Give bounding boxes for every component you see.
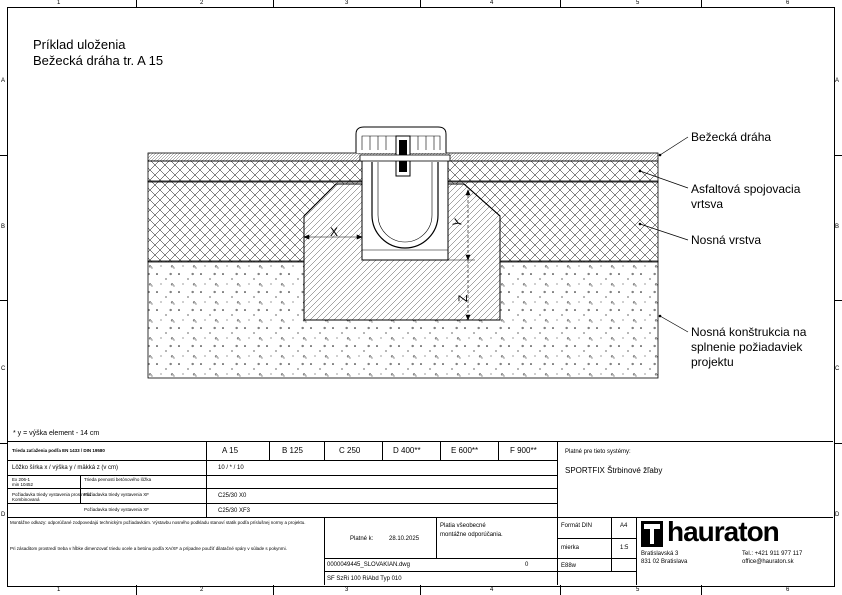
label-structure-3: projektu: [691, 355, 734, 369]
systems-label: Platné pre tieto systémy:: [565, 449, 631, 455]
grid-col-5: 5: [636, 0, 640, 6]
title-line-1: Príklad uloženia: [33, 37, 126, 52]
company-phone: Tel.: +421 911 977 117: [742, 551, 803, 557]
grid-col-1: 1: [57, 0, 61, 6]
grid-row-d-right: D: [835, 512, 840, 518]
grid-row-c-right: C: [835, 366, 840, 372]
scale-value: 1:5: [620, 545, 629, 551]
label-structure-2: splnenie požiadaviek: [691, 340, 803, 354]
label-asphalt-1: Asfaltová spojovacia: [691, 182, 801, 196]
strength-label: Trieda pevnosti betónového lôžka: [84, 477, 152, 482]
bedding-label: Lôžko šírka x / výška y / mäkká z (v cm): [12, 465, 119, 471]
class-e600: E 600**: [451, 446, 479, 455]
grid-col-2: 2: [200, 0, 204, 6]
drawing-name: SF SzRi 100 RiAbd Typ 010: [327, 576, 402, 582]
grid-row-b: B: [1, 224, 6, 230]
hauraton-logo-icon: [641, 521, 663, 547]
norm-2: min 10452: [12, 482, 34, 487]
class-d400: D 400**: [393, 446, 421, 455]
dim-z: Z: [456, 294, 470, 302]
class-b125: B 125: [282, 446, 303, 455]
label-asphalt-2: vrtsva: [691, 197, 724, 211]
height-note: * y = výška element - 14 cm: [13, 430, 100, 437]
exposure-label-2: Kombinovaná: [12, 497, 40, 502]
exposure-xf-1: Požiadavka triedy vystavenia XF: [84, 492, 150, 497]
exposure-xf-2: Požiadavka triedy vystavenia XF: [84, 507, 150, 512]
dwg-file: 0000049445_SLOVAKIAN.dwg: [327, 562, 410, 568]
grid-row-c: C: [1, 366, 6, 372]
dim-y: Y: [449, 216, 466, 230]
dim-x: X: [330, 225, 339, 239]
format-value: A4: [620, 523, 628, 529]
valid-label: Platné k:: [350, 536, 374, 542]
valid-date: 28.10.2025: [389, 536, 420, 542]
exposure-label-1: Požiadavka triedy vystavenia prostrediu: [12, 492, 92, 497]
grid-col-4: 4: [490, 0, 494, 6]
company-brand: hauraton: [667, 516, 779, 547]
bedding-value: 10 / * / 10: [218, 465, 244, 471]
title-line-2: Bežecká dráha tr. A 15: [33, 53, 164, 68]
grid-col-6-bottom: 6: [786, 587, 790, 593]
class-a15: A 15: [222, 446, 239, 455]
disclaimer-2: Pri zásaditom prostredí treba v hĺbke dimenzovať triedu ocele a betónu podľa XA/XF a prípadne použiť dilatačné spáry v súlade s pokynmi.: [10, 546, 287, 551]
grid-col-3-bottom: 3: [345, 587, 349, 593]
concrete-xf3: C25/30 XF3: [218, 508, 251, 514]
format-label: Formát DIN: [561, 523, 593, 529]
grid-row-b-right: B: [835, 224, 840, 230]
revision: 0: [525, 562, 529, 568]
systems-value: SPORTFIX Štrbinové žľaby: [565, 466, 663, 475]
grid-row-a-right: A: [835, 78, 840, 84]
assembly-note-1: Platia všeobecné: [440, 523, 486, 529]
grid-row-a: A: [1, 78, 6, 84]
disclaimer-1: Montážne odkazy: odporúčané zodpovedajú technickým požiadavkám. Výstavbu nosného podkladu stanoví statik podľa príslušnej normy a projektu.: [10, 520, 306, 525]
company-email: office@hauraton.sk: [742, 559, 794, 565]
class-f900: F 900**: [510, 446, 537, 455]
grid-row-d: D: [1, 512, 6, 518]
grid-col-2-bottom: 2: [200, 587, 204, 593]
concrete-x0: C25/30 X0: [218, 493, 247, 499]
company-address-2: 831 02 Bratislava: [641, 559, 688, 565]
label-structure-1: Nosná konštrukcia na: [691, 325, 807, 339]
load-class-header: Trieda zaťaženia podľa EN 1433 / DIN 19580: [12, 448, 105, 453]
label-base-layer: Nosná vrstva: [691, 233, 762, 247]
grid-col-3: 3: [345, 0, 349, 6]
grid-col-6: 6: [786, 0, 790, 6]
company-address-1: Bratislavská 3: [641, 551, 679, 557]
norm-1: Ex 206-1: [12, 477, 31, 482]
assembly-note-2: montážne odporúčania.: [440, 532, 503, 538]
grid-col-1-bottom: 1: [57, 587, 61, 593]
code: E88w: [561, 563, 577, 569]
class-c250: C 250: [339, 446, 361, 455]
grid-col-5-bottom: 5: [636, 587, 640, 593]
scale-label: mierka: [561, 545, 580, 551]
label-running-track: Bežecká dráha: [691, 130, 772, 144]
grid-col-4-bottom: 4: [490, 587, 494, 593]
